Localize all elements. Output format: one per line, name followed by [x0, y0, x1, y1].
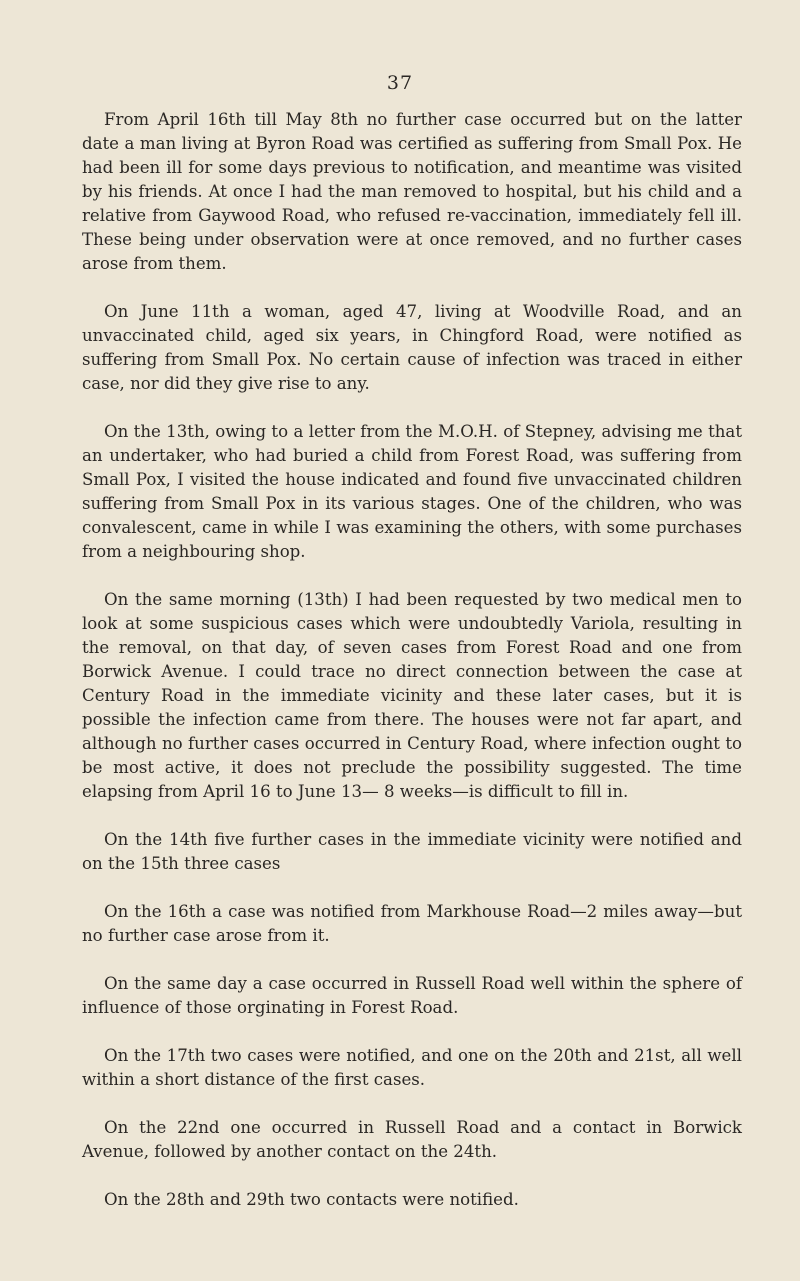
body-text: [82, 108, 742, 1236]
paragraph: On the 13th, owing to a letter from the M.O.H. of Stepney, advising me that an undertaker, who had buried a child from Forest Road, was suffering from Small Pox, I visited the house indicated and found five unvaccinated children suffering from Small Pox in its various stages. One of the children, who was convalescent, came in while I was examining the others, with some purchases from a neighbouring shop.: [82, 422, 742, 561]
paragraph: On the 14th five further cases in the immediate vicinity were notified and on the 15th three cases: [82, 830, 742, 873]
paragraph: On the 17th two cases were notified, and one on the 20th and 21st, all well within a short distance of the first cases.: [82, 1046, 742, 1089]
paragraph: On the same morning (13th) I had been requested by two medical men to look at some suspicious cases which were undoubtedly Variola, resulting in the removal, on that day, of seven cases from Forest Road and one from Borwick Avenue. I could trace no direct connection between the case at Century Road in the immediate vicinity and these later cases, but it is possible the infection came from there. The houses were not far apart, and although no further cases occurred in Century Road, where infection ought to be most active, it does not preclude the possibility suggested. The time elapsing from April 16 to June 13— 8 weeks—is difficult to fill in.: [82, 590, 742, 801]
paragraph: On the 22nd one occurred in Russell Road and a contact in Borwick Avenue, followed by another contact on the 24th.: [82, 1118, 742, 1161]
paragraph: From April 16th till May 8th no further case occurred but on the latter date a man living at Byron Road was certified as suffering from Small Pox. He had been ill for some days previous to notification, and meantime was visited by his friends. At once I had the man removed to hospital, but his child and a relative from Gaywood Road, who refused re-vaccination, immediately fell ill. These being under observation were at once removed, and no further cases arose from them.: [82, 110, 742, 273]
page-number: 37: [386, 72, 414, 94]
paragraph: On June 11th a woman, aged 47, living at Woodville Road, and an unvaccinated child, aged six years, in Chingford Road, were notified as suffering from Small Pox. No certain cause of infection was traced in either case, nor did they give rise to any.: [82, 302, 742, 393]
paragraph: On the same day a case occurred in Russell Road well within the sphere of influence of those orginating in Forest Road.: [82, 974, 742, 1017]
paragraph: On the 16th a case was notified from Markhouse Road—2 miles away—but no further case arose from it.: [82, 902, 742, 945]
paragraph: On the 28th and 29th two contacts were notified.: [104, 1190, 519, 1209]
